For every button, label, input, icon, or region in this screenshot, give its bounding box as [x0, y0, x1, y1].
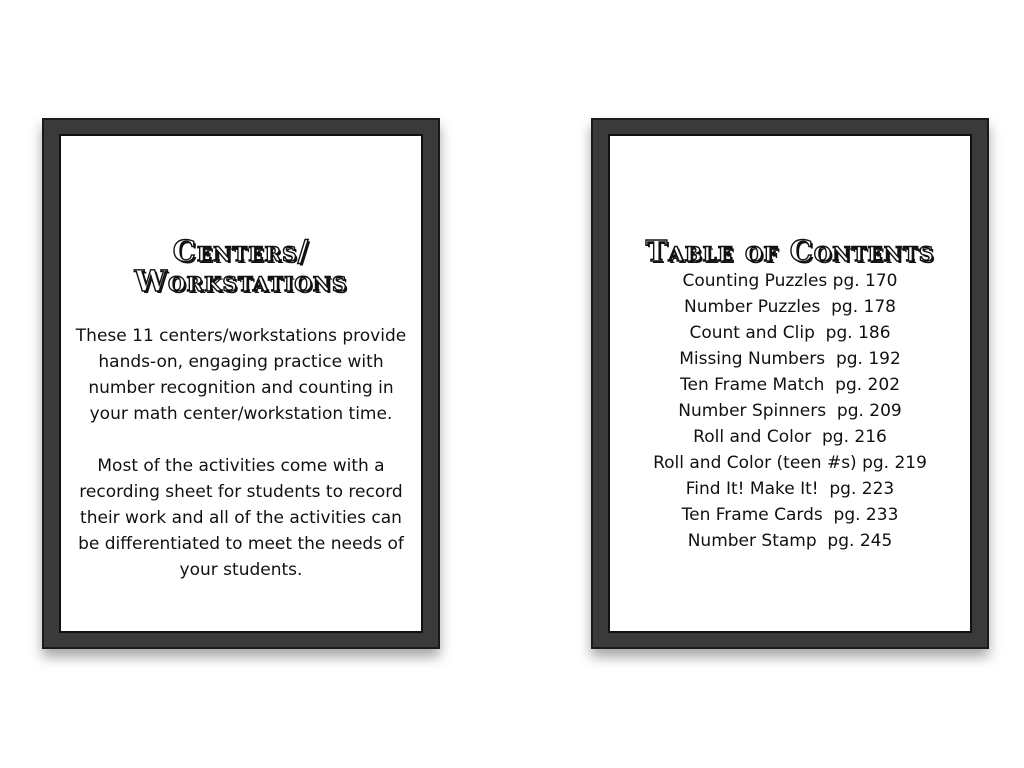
toc-card-panel: [608, 134, 972, 633]
toc-item: Missing Numbers pg. 192: [679, 349, 901, 370]
toc-item: Number Puzzles pg. 178: [684, 297, 896, 318]
toc-item: Roll and Color pg. 216: [693, 427, 887, 448]
toc-title: Table of Contents: [645, 234, 935, 268]
toc-item: Ten Frame Cards pg. 233: [681, 505, 899, 526]
toc-item: Count and Clip pg. 186: [689, 323, 891, 344]
toc-item: Roll and Color (teen #s) pg. 219: [653, 453, 927, 474]
toc-list: [610, 268, 970, 554]
toc-item: Number Stamp pg. 245: [687, 531, 893, 552]
centers-description: These 11 centers/workstations provide hands-on, engaging practice with number recognition and counting in your math center/workstation time.: [75, 325, 407, 424]
toc-card-frame: [591, 118, 989, 649]
centers-recording-note: Most of the activities come with a recording sheet for students to record their work and all of the activities can be differentiated to meet the needs of your students.: [78, 455, 404, 580]
centers-title-line1: Centers/: [172, 234, 310, 268]
centers-card-panel: [59, 134, 423, 633]
toc-item: Find It! Make It! pg. 223: [685, 479, 895, 500]
toc-item: Ten Frame Match pg. 202: [679, 375, 901, 396]
centers-title: [61, 236, 421, 297]
centers-title-line2: Workstations: [134, 264, 348, 299]
toc-item: Counting Puzzles pg. 170: [682, 271, 898, 292]
toc-item: Number Spinners pg. 209: [678, 401, 902, 422]
centers-card-frame: [42, 118, 440, 649]
